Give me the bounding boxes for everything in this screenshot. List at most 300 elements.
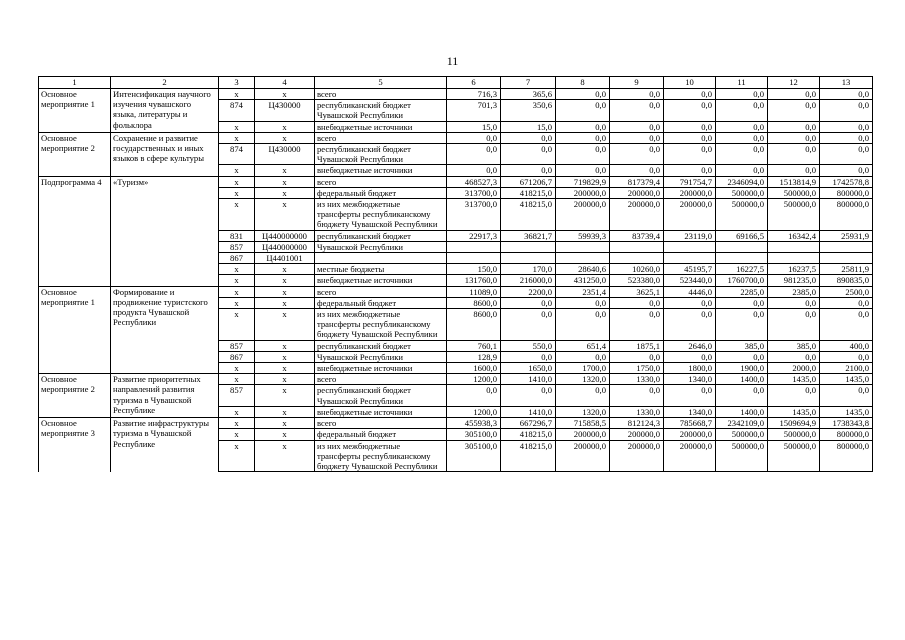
value-cell: 0,0 xyxy=(664,144,716,165)
value-cell: 0,0 xyxy=(820,351,873,362)
value-cell: 500000,0 xyxy=(768,199,820,231)
value-cell: 1900,0 xyxy=(716,363,768,374)
value-cell: 0,0 xyxy=(820,309,873,341)
value-cell: 0,0 xyxy=(768,309,820,341)
value-cell xyxy=(556,253,610,264)
value-cell: 791754,7 xyxy=(664,176,716,187)
value-cell xyxy=(716,253,768,264)
value-cell: 69166,5 xyxy=(716,230,768,241)
value-cell: 719829,9 xyxy=(556,176,610,187)
code-cell-3: x xyxy=(219,363,255,374)
value-cell: 667296,7 xyxy=(501,418,556,429)
value-cell: 2342109,0 xyxy=(716,418,768,429)
code-cell-3: x xyxy=(219,89,255,100)
code-cell-3: x xyxy=(219,275,255,286)
funding-source: республиканский бюджет Чувашской Республики xyxy=(315,144,447,165)
value-cell: 523380,0 xyxy=(610,275,664,286)
value-cell: 800000,0 xyxy=(820,187,873,198)
code-cell-3: x xyxy=(219,165,255,176)
funding-source: республиканский бюджет xyxy=(315,340,447,351)
header-cell: 13 xyxy=(820,77,873,89)
code-cell-4: x xyxy=(255,275,315,286)
value-cell: 800000,0 xyxy=(820,429,873,440)
code-cell-3: x xyxy=(219,199,255,231)
value-cell: 0,0 xyxy=(768,385,820,406)
value-cell xyxy=(768,253,820,264)
value-cell: 10260,0 xyxy=(610,264,664,275)
value-cell: 0,0 xyxy=(501,309,556,341)
value-cell xyxy=(610,253,664,264)
value-cell: 1400,0 xyxy=(716,374,768,385)
value-cell xyxy=(556,241,610,252)
value-cell: 817379,4 xyxy=(610,176,664,187)
table-row xyxy=(39,418,873,429)
group-description: «Туризм» xyxy=(111,176,219,286)
funding-source: республиканский бюджет Чувашской Республики xyxy=(315,100,447,121)
value-cell: 0,0 xyxy=(768,121,820,132)
value-cell: 385,0 xyxy=(768,340,820,351)
value-cell: 523440,0 xyxy=(664,275,716,286)
value-cell: 3625,1 xyxy=(610,286,664,297)
value-cell: 0,0 xyxy=(768,144,820,165)
value-cell: 1410,0 xyxy=(501,374,556,385)
value-cell: 200000,0 xyxy=(664,440,716,472)
value-cell: 500000,0 xyxy=(768,440,820,472)
code-cell-4: x xyxy=(255,363,315,374)
value-cell: 0,0 xyxy=(501,297,556,308)
value-cell: 500000,0 xyxy=(716,187,768,198)
code-cell-3: x xyxy=(219,176,255,187)
code-cell-4: x xyxy=(255,406,315,417)
value-cell: 22917,3 xyxy=(447,230,501,241)
value-cell: 11089,0 xyxy=(447,286,501,297)
value-cell: 200000,0 xyxy=(556,199,610,231)
value-cell: 0,0 xyxy=(447,165,501,176)
code-cell-4: x xyxy=(255,297,315,308)
funding-source: внебюджетные источники xyxy=(315,275,447,286)
value-cell: 8600,0 xyxy=(447,309,501,341)
funding-source: всего xyxy=(315,286,447,297)
value-cell: 128,9 xyxy=(447,351,501,362)
code-cell-3: x xyxy=(219,440,255,472)
header-cell: 2 xyxy=(111,77,219,89)
value-cell: 2646,0 xyxy=(664,340,716,351)
value-cell: 550,0 xyxy=(501,340,556,351)
value-cell: 0,0 xyxy=(820,89,873,100)
code-cell-4: x xyxy=(255,385,315,406)
value-cell: 200000,0 xyxy=(664,187,716,198)
value-cell: 0,0 xyxy=(610,385,664,406)
funding-source: республиканский бюджет xyxy=(315,230,447,241)
value-cell: 0,0 xyxy=(610,121,664,132)
group-label: Основное мероприятие 2 xyxy=(39,132,111,176)
value-cell: 701,3 xyxy=(447,100,501,121)
funding-source: из них межбюджетные трансферты республиканскому бюджету Чувашской Республики xyxy=(315,440,447,472)
value-cell: 313700,0 xyxy=(447,199,501,231)
code-cell-4: Ц430000 xyxy=(255,144,315,165)
value-cell xyxy=(716,241,768,252)
group-label: Основное мероприятие 3 xyxy=(39,418,111,472)
value-cell: 418215,0 xyxy=(501,440,556,472)
funding-source: всего xyxy=(315,374,447,385)
value-cell: 0,0 xyxy=(820,385,873,406)
header-cell: 7 xyxy=(501,77,556,89)
value-cell: 500000,0 xyxy=(716,440,768,472)
header-cell: 12 xyxy=(768,77,820,89)
group-description: Интенсификация научного изучения чувашского языка, литературы и фольклора xyxy=(111,89,219,133)
value-cell: 1340,0 xyxy=(664,406,716,417)
value-cell: 59939,3 xyxy=(556,230,610,241)
header-cell: 8 xyxy=(556,77,610,89)
value-cell: 800000,0 xyxy=(820,440,873,472)
code-cell-4: x xyxy=(255,374,315,385)
value-cell: 200000,0 xyxy=(556,440,610,472)
code-cell-4: x xyxy=(255,176,315,187)
value-cell: 0,0 xyxy=(664,351,716,362)
header-cell: 6 xyxy=(447,77,501,89)
value-cell: 0,0 xyxy=(501,132,556,143)
value-cell: 1509694,9 xyxy=(768,418,820,429)
value-cell: 200000,0 xyxy=(664,199,716,231)
budget-table xyxy=(38,76,873,472)
group-label: Основное мероприятие 2 xyxy=(39,374,111,418)
value-cell: 468527,3 xyxy=(447,176,501,187)
value-cell: 785668,7 xyxy=(664,418,716,429)
code-cell-4: x xyxy=(255,264,315,275)
value-cell: 455938,3 xyxy=(447,418,501,429)
value-cell: 0,0 xyxy=(664,121,716,132)
value-cell: 418215,0 xyxy=(501,199,556,231)
funding-source: внебюджетные источники xyxy=(315,165,447,176)
group-label: Подпрограмма 4 xyxy=(39,176,111,286)
value-cell: 170,0 xyxy=(501,264,556,275)
value-cell: 0,0 xyxy=(556,309,610,341)
value-cell: 890835,0 xyxy=(820,275,873,286)
value-cell: 0,0 xyxy=(664,309,716,341)
value-cell: 0,0 xyxy=(556,165,610,176)
code-cell-4: x xyxy=(255,132,315,143)
value-cell: 0,0 xyxy=(664,165,716,176)
value-cell: 0,0 xyxy=(664,297,716,308)
code-cell-4: Ц440000000 xyxy=(255,241,315,252)
value-cell: 2500,0 xyxy=(820,286,873,297)
funding-source: республиканский бюджет Чувашской Республики xyxy=(315,385,447,406)
value-cell: 0,0 xyxy=(716,351,768,362)
table-row xyxy=(39,286,873,297)
value-cell: 0,0 xyxy=(610,297,664,308)
code-cell-3: x xyxy=(219,374,255,385)
group-description: Формирование и продвижение туристского продукта Чувашской Республики xyxy=(111,286,219,374)
value-cell: 0,0 xyxy=(716,89,768,100)
code-cell-3: x xyxy=(219,429,255,440)
value-cell xyxy=(447,241,501,252)
value-cell: 0,0 xyxy=(768,100,820,121)
value-cell: 0,0 xyxy=(768,165,820,176)
value-cell: 131760,0 xyxy=(447,275,501,286)
value-cell: 0,0 xyxy=(716,297,768,308)
value-cell: 83739,4 xyxy=(610,230,664,241)
header-cell: 9 xyxy=(610,77,664,89)
value-cell xyxy=(768,241,820,252)
code-cell-3: x xyxy=(219,264,255,275)
value-cell xyxy=(501,241,556,252)
value-cell: 2000,0 xyxy=(768,363,820,374)
funding-source: внебюджетные источники xyxy=(315,363,447,374)
value-cell: 200000,0 xyxy=(610,187,664,198)
code-cell-3: x xyxy=(219,309,255,341)
code-cell-4: x xyxy=(255,199,315,231)
value-cell: 0,0 xyxy=(820,144,873,165)
value-cell xyxy=(664,253,716,264)
value-cell: 1800,0 xyxy=(664,363,716,374)
value-cell: 313700,0 xyxy=(447,187,501,198)
value-cell: 16227,5 xyxy=(716,264,768,275)
value-cell: 431250,0 xyxy=(556,275,610,286)
value-cell: 200000,0 xyxy=(556,429,610,440)
value-cell xyxy=(820,253,873,264)
code-cell-3: 867 xyxy=(219,351,255,362)
funding-source: внебюджетные источники xyxy=(315,121,447,132)
value-cell: 0,0 xyxy=(664,132,716,143)
group-label: Основное мероприятие 1 xyxy=(39,286,111,374)
value-cell: 400,0 xyxy=(820,340,873,351)
value-cell: 25931,9 xyxy=(820,230,873,241)
value-cell: 0,0 xyxy=(501,351,556,362)
value-cell: 0,0 xyxy=(716,132,768,143)
value-cell: 1330,0 xyxy=(610,406,664,417)
value-cell: 0,0 xyxy=(556,297,610,308)
value-cell: 200000,0 xyxy=(610,199,664,231)
code-cell-4: Ц430000 xyxy=(255,100,315,121)
value-cell: 2346094,0 xyxy=(716,176,768,187)
code-cell-3: 874 xyxy=(219,100,255,121)
value-cell: 0,0 xyxy=(820,100,873,121)
value-cell: 216000,0 xyxy=(501,275,556,286)
value-cell: 0,0 xyxy=(768,132,820,143)
value-cell: 200000,0 xyxy=(664,429,716,440)
header-row xyxy=(39,77,873,89)
code-cell-3: x xyxy=(219,418,255,429)
value-cell: 365,6 xyxy=(501,89,556,100)
value-cell xyxy=(447,253,501,264)
value-cell: 981235,0 xyxy=(768,275,820,286)
value-cell: 0,0 xyxy=(501,165,556,176)
value-cell: 0,0 xyxy=(820,121,873,132)
value-cell: 1320,0 xyxy=(556,374,610,385)
funding-source: внебюджетные источники xyxy=(315,406,447,417)
value-cell: 15,0 xyxy=(501,121,556,132)
value-cell: 0,0 xyxy=(501,385,556,406)
value-cell: 418215,0 xyxy=(501,187,556,198)
value-cell: 0,0 xyxy=(820,165,873,176)
code-cell-3: x xyxy=(219,286,255,297)
value-cell: 0,0 xyxy=(447,132,501,143)
value-cell: 1200,0 xyxy=(447,374,501,385)
code-cell-3: x xyxy=(219,406,255,417)
value-cell: 0,0 xyxy=(610,89,664,100)
code-cell-4: x xyxy=(255,286,315,297)
value-cell: 1340,0 xyxy=(664,374,716,385)
value-cell: 651,4 xyxy=(556,340,610,351)
value-cell: 0,0 xyxy=(716,309,768,341)
value-cell: 1750,0 xyxy=(610,363,664,374)
value-cell: 0,0 xyxy=(447,144,501,165)
code-cell-4: x xyxy=(255,340,315,351)
page-number: 11 xyxy=(446,54,459,68)
value-cell: 0,0 xyxy=(768,297,820,308)
group-description: Развитие приоритетных направлений развития туризма в Чувашской Республике xyxy=(111,374,219,418)
value-cell: 0,0 xyxy=(556,132,610,143)
funding-source: всего xyxy=(315,132,447,143)
value-cell: 0,0 xyxy=(820,297,873,308)
code-cell-4: x xyxy=(255,165,315,176)
value-cell: 800000,0 xyxy=(820,199,873,231)
value-cell: 1320,0 xyxy=(556,406,610,417)
value-cell: 1435,0 xyxy=(768,406,820,417)
value-cell: 2385,0 xyxy=(768,286,820,297)
value-cell: 1200,0 xyxy=(447,406,501,417)
funding-source: из них межбюджетные трансферты республиканскому бюджету Чувашской Республики xyxy=(315,309,447,341)
value-cell: 760,1 xyxy=(447,340,501,351)
value-cell: 305100,0 xyxy=(447,429,501,440)
value-cell: 0,0 xyxy=(447,385,501,406)
group-description: Развитие инфраструктуры туризма в Чувашской Республике xyxy=(111,418,219,472)
value-cell: 350,6 xyxy=(501,100,556,121)
value-cell: 2200,0 xyxy=(501,286,556,297)
value-cell: 0,0 xyxy=(610,309,664,341)
value-cell: 0,0 xyxy=(664,100,716,121)
value-cell: 1875,1 xyxy=(610,340,664,351)
value-cell: 0,0 xyxy=(716,121,768,132)
code-cell-4: x xyxy=(255,121,315,132)
value-cell: 0,0 xyxy=(664,385,716,406)
funding-source: из них межбюджетные трансферты республиканскому бюджету Чувашской Республики xyxy=(315,199,447,231)
code-cell-4: x xyxy=(255,187,315,198)
header-cell: 5 xyxy=(315,77,447,89)
value-cell: 1400,0 xyxy=(716,406,768,417)
value-cell: 0,0 xyxy=(768,351,820,362)
header-cell: 10 xyxy=(664,77,716,89)
code-cell-3: 857 xyxy=(219,385,255,406)
value-cell: 4446,0 xyxy=(664,286,716,297)
code-cell-4: x xyxy=(255,418,315,429)
value-cell: 1513814,9 xyxy=(768,176,820,187)
value-cell: 0,0 xyxy=(556,89,610,100)
value-cell: 200000,0 xyxy=(610,429,664,440)
value-cell: 0,0 xyxy=(610,144,664,165)
funding-source: всего xyxy=(315,89,447,100)
value-cell: 0,0 xyxy=(716,100,768,121)
value-cell: 716,3 xyxy=(447,89,501,100)
value-cell: 500000,0 xyxy=(768,429,820,440)
code-cell-4: x xyxy=(255,309,315,341)
header-cell: 3 xyxy=(219,77,255,89)
value-cell: 1435,0 xyxy=(820,406,873,417)
code-cell-3: 874 xyxy=(219,144,255,165)
value-cell: 500000,0 xyxy=(716,199,768,231)
value-cell: 305100,0 xyxy=(447,440,501,472)
value-cell: 0,0 xyxy=(556,351,610,362)
value-cell: 1650,0 xyxy=(501,363,556,374)
value-cell: 16237,5 xyxy=(768,264,820,275)
header-cell: 4 xyxy=(255,77,315,89)
funding-source: всего xyxy=(315,176,447,187)
funding-source xyxy=(315,253,447,264)
value-cell: 45195,7 xyxy=(664,264,716,275)
value-cell: 0,0 xyxy=(768,89,820,100)
code-cell-3: x xyxy=(219,187,255,198)
value-cell: 150,0 xyxy=(447,264,501,275)
value-cell: 2100,0 xyxy=(820,363,873,374)
code-cell-3: x xyxy=(219,121,255,132)
value-cell: 200000,0 xyxy=(556,187,610,198)
funding-source: местные бюджеты xyxy=(315,264,447,275)
value-cell: 0,0 xyxy=(716,144,768,165)
value-cell: 15,0 xyxy=(447,121,501,132)
value-cell: 812124,3 xyxy=(610,418,664,429)
value-cell: 0,0 xyxy=(716,385,768,406)
code-cell-4: x xyxy=(255,351,315,362)
value-cell: 16342,4 xyxy=(768,230,820,241)
value-cell: 1600,0 xyxy=(447,363,501,374)
group-description: Сохранение и развитие государственных и иных языков в сфере культуры xyxy=(111,132,219,176)
value-cell: 0,0 xyxy=(716,165,768,176)
code-cell-3: 867 xyxy=(219,253,255,264)
funding-source: Чувашской Республики xyxy=(315,241,447,252)
value-cell: 25811,9 xyxy=(820,264,873,275)
code-cell-4: Ц440000000 xyxy=(255,230,315,241)
value-cell: 0,0 xyxy=(820,132,873,143)
code-cell-3: 831 xyxy=(219,230,255,241)
code-cell-4: x xyxy=(255,429,315,440)
funding-source: Чувашской Республики xyxy=(315,351,447,362)
funding-source: федеральный бюджет xyxy=(315,429,447,440)
value-cell: 0,0 xyxy=(556,100,610,121)
funding-source: федеральный бюджет xyxy=(315,187,447,198)
table-row xyxy=(39,89,873,100)
value-cell: 385,0 xyxy=(716,340,768,351)
value-cell: 0,0 xyxy=(610,351,664,362)
value-cell: 1435,0 xyxy=(820,374,873,385)
value-cell: 0,0 xyxy=(610,100,664,121)
value-cell: 0,0 xyxy=(556,144,610,165)
value-cell: 0,0 xyxy=(610,132,664,143)
code-cell-4: x xyxy=(255,89,315,100)
header-cell: 11 xyxy=(716,77,768,89)
value-cell: 1742578,8 xyxy=(820,176,873,187)
value-cell xyxy=(664,241,716,252)
value-cell xyxy=(820,241,873,252)
code-cell-3: 857 xyxy=(219,340,255,351)
table-row xyxy=(39,176,873,187)
code-cell-3: 857 xyxy=(219,241,255,252)
value-cell: 1330,0 xyxy=(610,374,664,385)
value-cell: 671206,7 xyxy=(501,176,556,187)
value-cell: 28640,6 xyxy=(556,264,610,275)
value-cell: 418215,0 xyxy=(501,429,556,440)
value-cell: 23119,0 xyxy=(664,230,716,241)
value-cell: 0,0 xyxy=(664,89,716,100)
code-cell-4: x xyxy=(255,440,315,472)
code-cell-4: Ц4401001 xyxy=(255,253,315,264)
value-cell: 8600,0 xyxy=(447,297,501,308)
value-cell: 36821,7 xyxy=(501,230,556,241)
value-cell: 0,0 xyxy=(556,121,610,132)
funding-source: всего xyxy=(315,418,447,429)
table-body xyxy=(39,89,873,472)
funding-source: федеральный бюджет xyxy=(315,297,447,308)
value-cell: 1410,0 xyxy=(501,406,556,417)
